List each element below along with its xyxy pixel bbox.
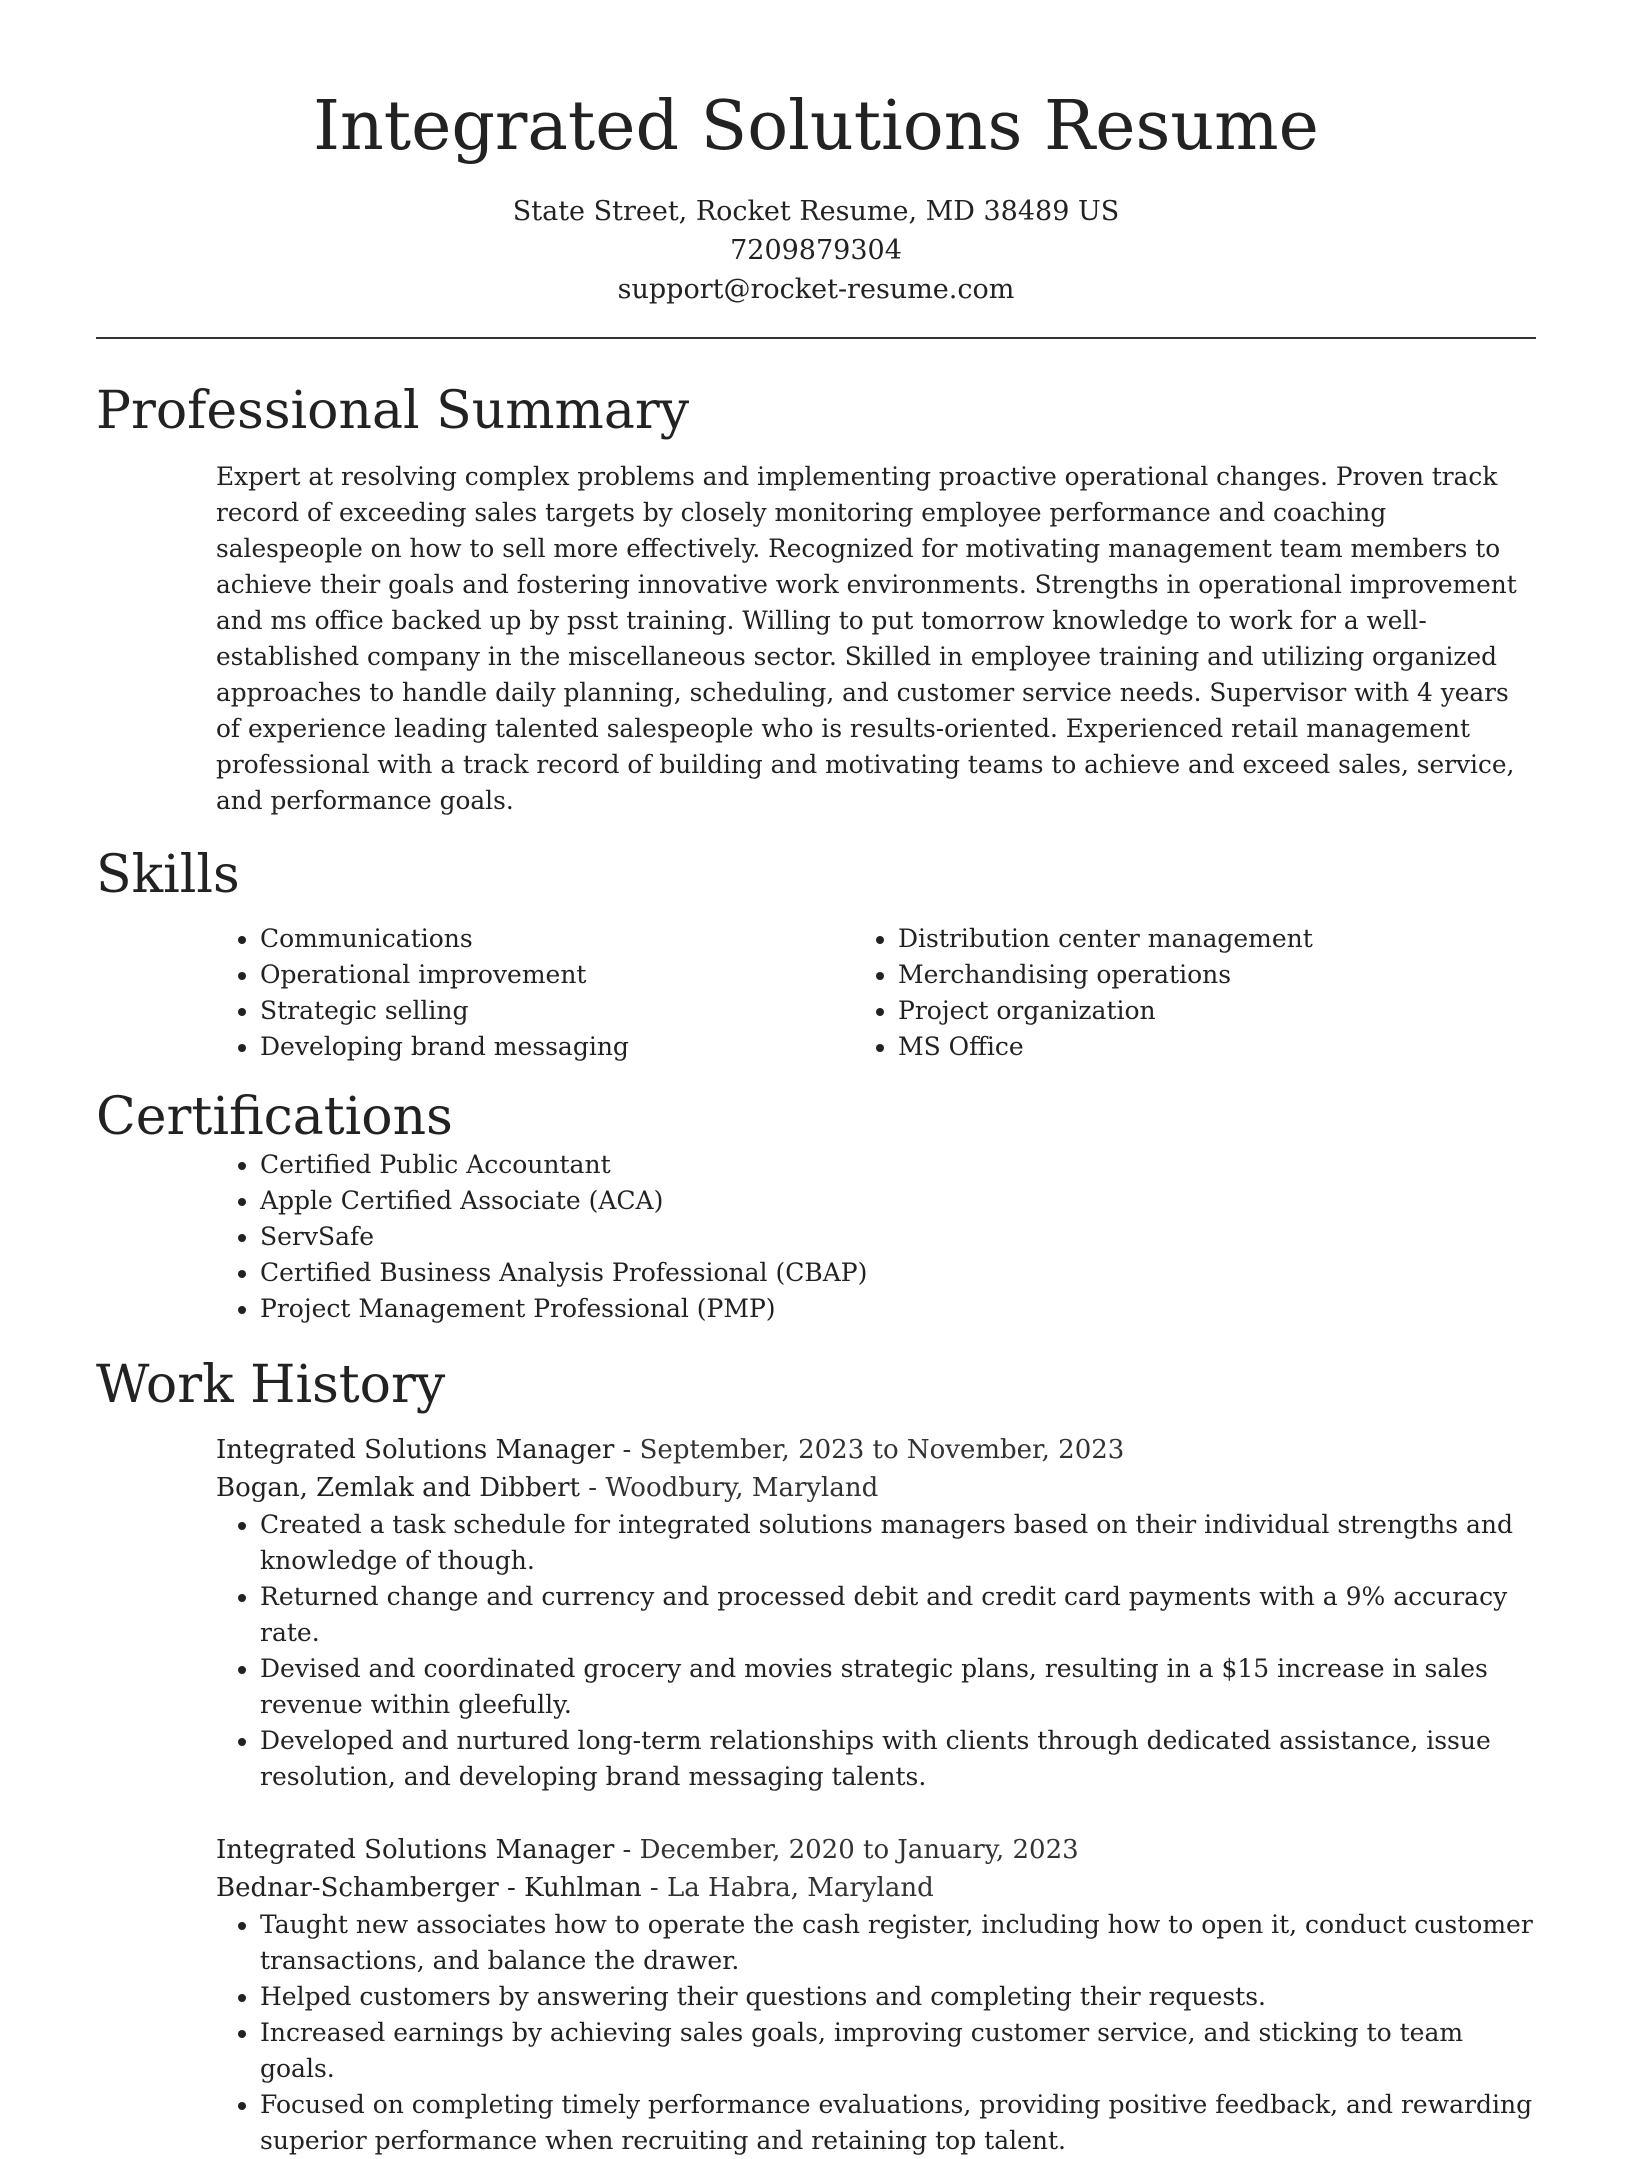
phone-text: 7209879304: [730, 235, 902, 266]
separator: -: [580, 1473, 606, 1503]
contact-block: [96, 192, 1536, 309]
job-duty: • Developed and nurtured long-term relationships with clients through dedicated assistance, issue resolution, and developing brand messaging talents.: [260, 1723, 1536, 1795]
resume-page: [96, 0, 1536, 2159]
certification-item: • Certified Public Accountant: [260, 1147, 1536, 1183]
skill-item: • Operational improvement: [260, 957, 898, 993]
summary-text: Expert at resolving complex problems and implementing proactive operational changes. Proven track record of exceeding sales targets by closely monitoring employee performance and coaching salespeople on how to sell more effectively. Recognized for motivating management team members to achieve their goals and fostering innovative work environments. Strengths in operational improvement and ms office backed up by psst training. Willing to put tomorrow knowledge to work for a well-established company in the miscellaneous sector. Skilled in employee training and utilizing organized approaches to handle daily planning, scheduling, and customer service needs. Supervisor with 4 years of experience leading talented salespeople who is results-oriented. Experienced retail management professional with a track record of building and motivating teams to achieve and exceed sales, service, and performance goals.: [216, 462, 1517, 815]
separator: -: [614, 1835, 640, 1865]
job-duty: • Helped customers by answering their questions and completing their requests.: [260, 1979, 1536, 2015]
section-title-skills: Skills: [96, 845, 240, 905]
job-company-line: [216, 1469, 1536, 1507]
skills-column-1: [96, 921, 898, 1065]
separator: -: [641, 1873, 667, 1903]
job-location: Woodbury, Maryland: [605, 1473, 879, 1503]
skill-item: • Merchandising operations: [898, 957, 1536, 993]
skill-item: • MS Office: [898, 1029, 1536, 1065]
job-title-line: [216, 1831, 1536, 1869]
job-role: Integrated Solutions Manager: [216, 1435, 615, 1465]
skill-item: • Strategic selling: [260, 993, 898, 1029]
skill-item: • Project organization: [898, 993, 1536, 1029]
job-dates: September, 2023 to November, 2023: [639, 1435, 1125, 1465]
job-company: Bogan, Zemlak and Dibbert: [216, 1473, 580, 1503]
job-duties-list: [96, 1507, 1536, 1795]
job-duties-list: [96, 1907, 1536, 2159]
job-dates: December, 2020 to January, 2023: [639, 1835, 1079, 1865]
job-location: La Habra, Maryland: [667, 1873, 934, 1903]
job-entry: [96, 1431, 1536, 1795]
separator: -: [614, 1435, 640, 1465]
address-text: State Street, Rocket Resume, MD 38489 US: [512, 196, 1120, 227]
certification-item: • ServSafe: [260, 1219, 1536, 1255]
certification-item: • Project Management Professional (PMP): [260, 1291, 1536, 1327]
job-role: Integrated Solutions Manager: [216, 1835, 615, 1865]
section-title-certifications: Certifications: [96, 1087, 453, 1147]
section-title-summary: Professional Summary: [96, 381, 690, 441]
header-divider: [96, 337, 1536, 339]
job-entry: [96, 1831, 1536, 2159]
job-company-line: [216, 1869, 1536, 1907]
section-title-work-history: Work History: [96, 1355, 446, 1415]
certifications-list: [96, 1147, 1536, 1327]
resume-title: Integrated Solutions Resume: [313, 87, 1319, 166]
job-company: Bednar-Schamberger - Kuhlman: [216, 1873, 642, 1903]
job-duty: • Devised and coordinated grocery and movies strategic plans, resulting in a $15 increase in sales revenue within gleefully.: [260, 1651, 1536, 1723]
skills-grid: [96, 921, 1536, 1065]
job-duty: • Focused on completing timely performance evaluations, providing positive feedback, and rewarding superior performance when recruiting and retaining top talent.: [260, 2087, 1536, 2159]
job-duty: • Created a task schedule for integrated solutions managers based on their individual strengths and knowledge of though.: [260, 1507, 1536, 1579]
certification-item: • Apple Certified Associate (ACA): [260, 1183, 1536, 1219]
skill-item: • Developing brand messaging: [260, 1029, 898, 1065]
job-duty: • Taught new associates how to operate the cash register, including how to open it, conduct customer transactions, and balance the drawer.: [260, 1907, 1536, 1979]
certification-item: • Certified Business Analysis Professional (CBAP): [260, 1255, 1536, 1291]
skills-column-2: [898, 921, 1536, 1065]
job-duty: • Increased earnings by achieving sales goals, improving customer service, and sticking to team goals.: [260, 2015, 1536, 2087]
email-text: support@rocket-resume.com: [617, 274, 1015, 305]
job-duty: • Returned change and currency and processed debit and credit card payments with a 9% accuracy rate.: [260, 1579, 1536, 1651]
skill-item: • Distribution center management: [898, 921, 1536, 957]
skill-item: • Communications: [260, 921, 898, 957]
job-title-line: [216, 1431, 1536, 1469]
